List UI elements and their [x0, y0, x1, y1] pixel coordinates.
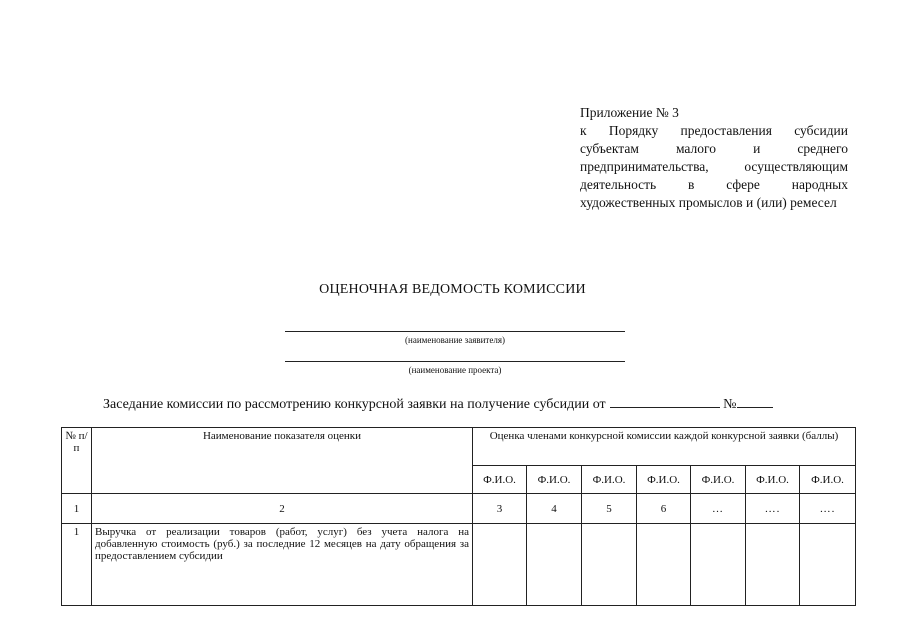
member-name-7: Ф.И.О. [800, 466, 856, 494]
index-cell: 5 [582, 494, 637, 524]
index-cell: 3 [473, 494, 527, 524]
meeting-line [103, 395, 843, 413]
score-cell[interactable] [527, 524, 582, 606]
document-title: ОЦЕНОЧНАЯ ВЕДОМОСТЬ КОМИССИИ [319, 282, 586, 297]
score-cell[interactable] [637, 524, 691, 606]
score-cell[interactable] [691, 524, 746, 606]
number-sign: № [723, 397, 737, 412]
header-scores: Оценка членами конкурсной комиссии каждой конкурсной заявки (баллы) [473, 428, 856, 466]
meeting-text: Заседание комиссии по рассмотрению конкурсной заявки на получение субсидии от [103, 397, 606, 412]
applicant-name-caption: (наименование заявителя) [405, 335, 505, 345]
member-name-3: Ф.И.О. [582, 466, 637, 494]
row-indicator-name: Выручка от реализации товаров (работ, услуг) без учета налога на добавленную стоимость (руб.) за последние 12 месяцев на дату обращения за предоставлением субсидии [92, 524, 473, 606]
table-row [62, 524, 856, 606]
member-name-5: Ф.И.О. [691, 466, 746, 494]
appendix-title: Приложение № 3 [580, 105, 679, 120]
header-num: № п/п [62, 428, 92, 494]
project-name-line[interactable] [285, 361, 625, 362]
index-cell: 4 [527, 494, 582, 524]
meeting-date-blank[interactable] [610, 395, 720, 408]
member-name-2: Ф.И.О. [527, 466, 582, 494]
applicant-name-line[interactable] [285, 331, 625, 332]
index-cell: … [691, 494, 746, 524]
meeting-number-blank[interactable] [737, 395, 773, 408]
appendix-note [580, 104, 848, 212]
score-cell[interactable] [582, 524, 637, 606]
score-cell[interactable] [746, 524, 800, 606]
index-cell: 6 [637, 494, 691, 524]
evaluation-table [61, 427, 856, 606]
row-num: 1 [62, 524, 92, 606]
member-name-1: Ф.И.О. [473, 466, 527, 494]
score-cell[interactable] [800, 524, 856, 606]
index-row [62, 494, 856, 524]
member-name-4: Ф.И.О. [637, 466, 691, 494]
index-cell: …. [800, 494, 856, 524]
member-name-6: Ф.И.О. [746, 466, 800, 494]
index-cell: 2 [92, 494, 473, 524]
index-cell: …. [746, 494, 800, 524]
appendix-text: к Порядку предоставления субсидии субъектам малого и среднего предпринимательства, осуществляющим деятельность в сфере народных художественных промыслов и (или) ремесел [580, 123, 848, 210]
header-indicator-name: Наименование показателя оценки [92, 428, 473, 494]
project-name-caption: (наименование проекта) [408, 365, 502, 375]
score-cell[interactable] [473, 524, 527, 606]
index-cell: 1 [62, 494, 92, 524]
